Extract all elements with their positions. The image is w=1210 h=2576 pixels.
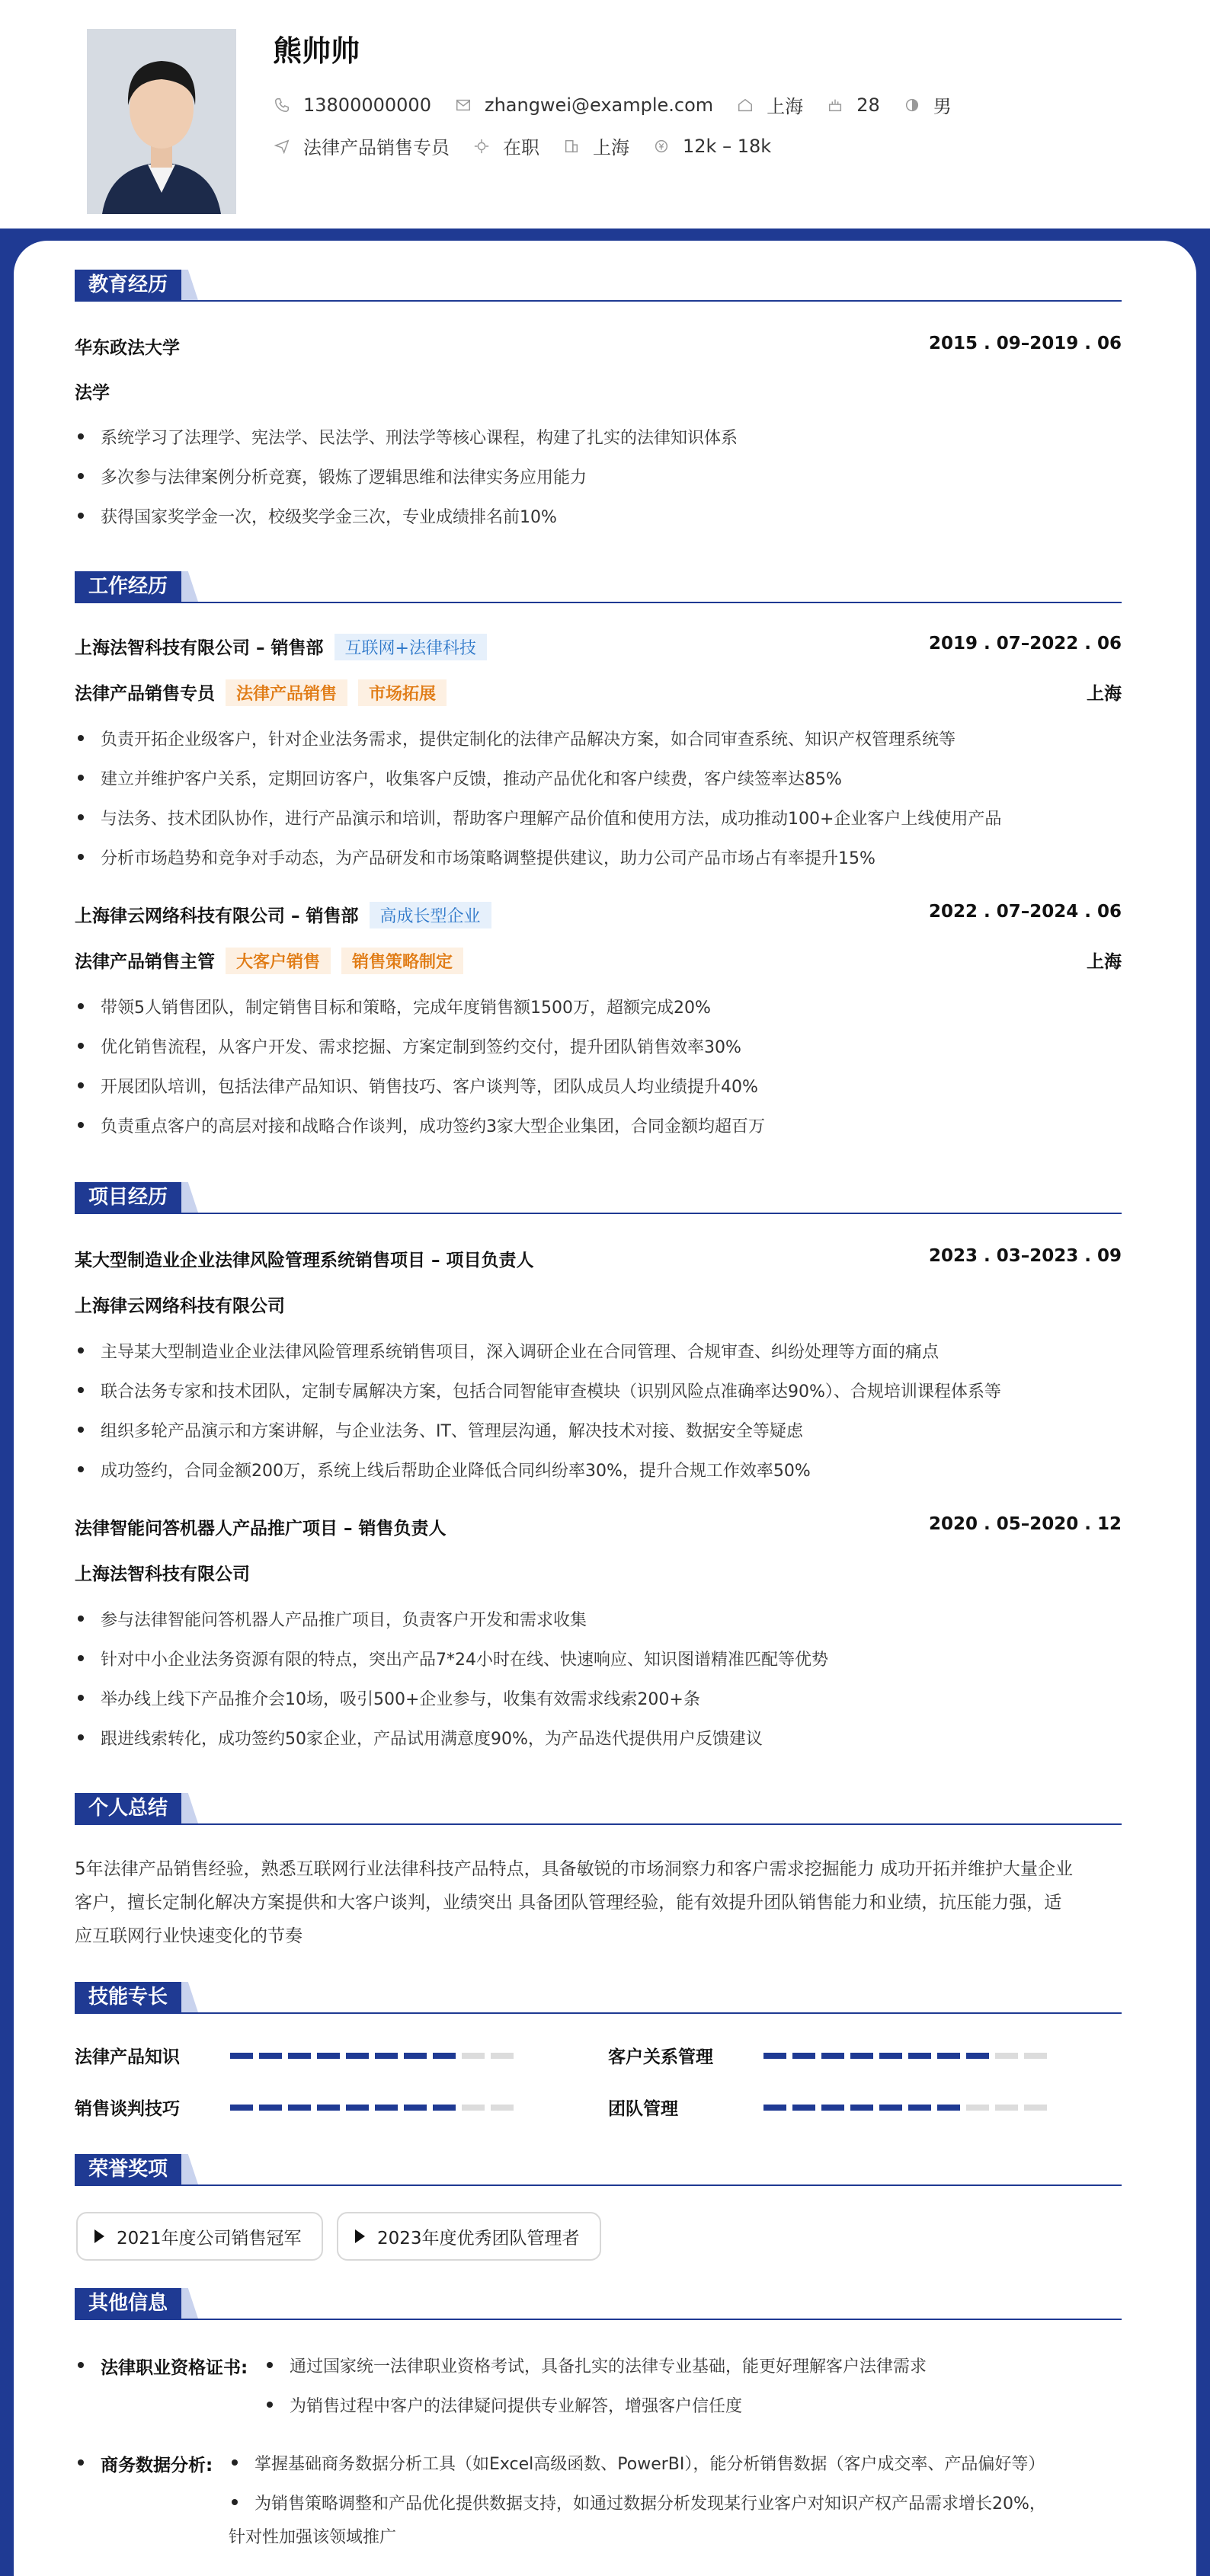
tab-decoration [181, 270, 198, 300]
skill-level-segment [462, 2053, 485, 2059]
gender-text: 男 [933, 96, 952, 117]
skill-level-segment [346, 2053, 369, 2059]
work-city: 上海 [1087, 684, 1122, 704]
play-icon [94, 2229, 104, 2243]
summary-text [75, 1852, 1122, 1953]
list-item: 负责重点客户的高层对接和战略合作谈判，成功签约3家大型企业集团，合同金额均超百万 [75, 1114, 1122, 1137]
skill-level-segment [375, 2105, 398, 2111]
section-honors [75, 2154, 1122, 2186]
list-item: 掌握基础商务数据分析工具（如Excel高级函数、PowerBI），能分析销售数据（客户成交率、产品偏好等） [229, 2451, 1045, 2475]
list-item: 成功签约，合同金额200万，系统上线后帮助企业降低合同纠纷率30%，提升合规工作效率50% [75, 1458, 1122, 1481]
list-item: 建立并维护客户关系，定期回访客户，收集客户反馈，推动产品优化和客户续费，客户续签率达85% [75, 766, 1122, 790]
play-icon [355, 2229, 365, 2243]
list-item: 带领5人销售团队，制定销售目标和策略，完成年度销售额1500万，超额完成20% [75, 995, 1122, 1018]
project-title: 某大型制造业企业法律风险管理系统销售项目 – 项目负责人 [75, 1251, 534, 1270]
target-city-info [562, 133, 629, 159]
work-company: 上海法智科技有限公司 – 销售部 [75, 638, 324, 658]
building-icon [562, 137, 581, 155]
project-period: 2020 . 05–2020 . 12 [928, 1514, 1122, 1534]
cake-icon [826, 96, 844, 114]
project-title: 法律智能问答机器人产品推广项目 – 销售负责人 [75, 1519, 447, 1539]
skill-level-segment [850, 2053, 873, 2059]
skill-level-segment [763, 2105, 786, 2111]
list-item-continuation: 针对性加强该领域推广 [229, 2528, 397, 2547]
project-title-row [75, 1514, 1122, 1539]
skill-level-segment [433, 2105, 456, 2111]
list-item: 通过国家统一法律职业资格考试，具备扎实的法律专业基础，能更好理解客户法律需求 [264, 2354, 927, 2377]
phone-icon [273, 96, 291, 114]
skill-level-segment [966, 2105, 989, 2111]
project-title-row [75, 1246, 1122, 1271]
list-item: 举办线上线下产品推介会10场，吸引500+企业参与，收集有效需求线索200+条 [75, 1686, 1122, 1710]
award-item [337, 2212, 601, 2261]
project-company: 上海法智科技有限公司 [75, 1564, 250, 1584]
skill-level-segment [763, 2053, 786, 2059]
list-item: 获得国家奖学金一次，校级奖学金三次，专业成绩排名前10% [75, 504, 1122, 528]
skill-level-segment [491, 2053, 514, 2059]
section-title: 项目经历 [75, 1182, 181, 1213]
skill-level-segment [821, 2105, 844, 2111]
section-summary [75, 1793, 1122, 1825]
skill-name: 团队管理 [608, 2099, 678, 2119]
skill-level-segment [404, 2105, 427, 2111]
work-city: 上海 [1087, 952, 1122, 972]
skill-level-segment [937, 2053, 960, 2059]
status-text: 在职 [503, 137, 539, 158]
tab-decoration [181, 2288, 198, 2319]
summary-line: 应互联网行业快速变化的节奏 [75, 1926, 302, 1946]
email-text: zhangwei@example.com [484, 94, 714, 116]
list-item: 优化销售流程，从客户开发、需求挖掘、方案定制到签约交付，提升团队销售效率30% [75, 1034, 1122, 1058]
list-item: 主导某大型制造业企业法律风险管理系统销售项目，深入调研企业在合同管理、合规审查、纠纷处理等方面的痛点 [75, 1339, 1122, 1363]
skill-level-bar [763, 2105, 1053, 2111]
list-item: 多次参与法律案例分析竞赛，锻炼了逻辑思维和法律实务应用能力 [75, 465, 1122, 488]
target-city-text: 上海 [593, 137, 629, 158]
skill-level-segment [1024, 2105, 1047, 2111]
city-info [736, 91, 803, 118]
section-other [75, 2288, 1122, 2320]
skill-level-segment [375, 2053, 398, 2059]
email-info [454, 94, 713, 116]
work-role-row [75, 679, 1122, 706]
work-role-row [75, 948, 1122, 974]
section-work [75, 571, 1122, 603]
skill-level-segment [879, 2105, 902, 2111]
phone-text: 13800000000 [303, 94, 431, 116]
contact-row [273, 91, 975, 118]
skill-item [608, 2043, 1053, 2068]
award-text: 2021年度公司销售冠军 [117, 2228, 302, 2248]
skill-level-bar [230, 2053, 520, 2059]
edu-school: 华东政法大学 [75, 338, 180, 358]
list-item: 负责开拓企业级客户，针对企业法务需求，提供定制化的法律产品解决方案，如合同审查系统、知识产权管理系统等 [75, 727, 1122, 750]
section-projects [75, 1182, 1122, 1214]
skill-level-segment [433, 2053, 456, 2059]
skill-level-segment [259, 2053, 282, 2059]
list-item: 针对中小企业法务资源有限的特点，突出产品7*24小时在线、快速响应、知识图谱精准匹配等优势 [75, 1647, 1122, 1670]
mail-icon [454, 96, 472, 114]
city-text: 上海 [767, 96, 804, 117]
skill-tag: 市场拓展 [358, 679, 447, 706]
target-job-info [273, 133, 450, 159]
skill-name: 销售谈判技巧 [75, 2099, 180, 2119]
skill-name: 客户关系管理 [608, 2047, 713, 2067]
tab-decoration [181, 1793, 198, 1823]
skill-level-segment [230, 2105, 253, 2111]
skill-level-segment [462, 2105, 485, 2111]
work-role: 法律产品销售主管 [75, 952, 215, 972]
section-title: 工作经历 [75, 571, 181, 602]
other-label: 商务数据分析: [75, 2451, 213, 2476]
tab-decoration [181, 1982, 198, 2012]
skill-tag: 法律产品销售 [226, 679, 347, 706]
award-text: 2023年度优秀团队管理者 [377, 2228, 580, 2248]
section-title: 其他信息 [75, 2288, 181, 2319]
target-job-text: 法律产品销售专员 [303, 137, 450, 158]
age-text: 28 [856, 94, 880, 116]
skill-item [75, 2043, 520, 2068]
list-item: 开展团队培训，包括法律产品知识、销售技巧、客户谈判等，团队成员人均业绩提升40% [75, 1074, 1122, 1098]
salary-icon [652, 137, 671, 155]
skill-level-segment [317, 2105, 340, 2111]
skill-level-segment [404, 2053, 427, 2059]
section-title: 个人总结 [75, 1793, 181, 1823]
skill-tag: 销售策略制定 [341, 948, 463, 974]
work-company-row [75, 902, 1122, 928]
summary-line: 客户，擅长定制化解决方案提供和大客户谈判，业绩突出 具备团队管理经验，能有效提升团队销售能力和业绩，抗压能力强，适 [75, 1893, 1062, 1913]
list-item: 组织多轮产品演示和方案讲解，与企业法务、IT、管理层沟通，解决技术对接、数据安全等疑虑 [75, 1418, 1122, 1442]
industry-tag: 互联网+法律科技 [335, 634, 487, 660]
avatar [87, 29, 236, 214]
skill-level-segment [288, 2053, 311, 2059]
skill-level-segment [879, 2053, 902, 2059]
job-intent-row [273, 133, 794, 159]
list-item: 与法务、技术团队协作，进行产品演示和培训，帮助客户理解产品价值和使用方法，成功推动100+企业客户上线使用产品 [75, 806, 1122, 829]
work-company-row [75, 634, 1122, 660]
work-period: 2022 . 07–2024 . 06 [928, 902, 1122, 922]
skill-level-segment [1024, 2053, 1047, 2059]
list-item: 分析市场趋势和竞争对手动态，为产品研发和市场策略调整提供建议，助力公司产品市场占有率提升15% [75, 845, 1122, 869]
section-education [75, 270, 1122, 302]
status-info [472, 133, 539, 159]
edu-major: 法学 [75, 383, 110, 403]
project-period: 2023 . 03–2023 . 09 [928, 1246, 1122, 1266]
project-company: 上海律云网络科技有限公司 [75, 1296, 285, 1316]
section-skills [75, 1982, 1122, 2014]
industry-tag: 高成长型企业 [370, 902, 491, 928]
profile-header [0, 0, 1210, 229]
edu-school-row [75, 334, 1122, 359]
other-label: 法律职业资格证书: [75, 2354, 248, 2379]
skill-level-segment [792, 2053, 815, 2059]
skill-level-segment [966, 2053, 989, 2059]
summary-line: 5年法律产品销售经验，熟悉互联网行业法律科技产品特点，具备敏锐的市场洞察力和客户需求挖掘能力 成功开拓并维护大量企业 [75, 1859, 1073, 1879]
salary-info [652, 136, 771, 157]
send-icon [273, 137, 291, 155]
tab-decoration [181, 2154, 198, 2184]
skill-name: 法律产品知识 [75, 2047, 180, 2067]
list-item: 系统学习了法理学、宪法学、民法学、刑法学等核心课程，构建了扎实的法律知识体系 [75, 425, 1122, 449]
list-item: 为销售策略调整和产品优化提供数据支持，如通过数据分析发现某行业客户对知识产权产品需求增长20%， [229, 2491, 1046, 2514]
section-title: 教育经历 [75, 270, 181, 300]
age-info [826, 94, 880, 116]
skill-level-segment [317, 2053, 340, 2059]
phone-info [273, 94, 431, 116]
edu-period: 2015 . 09–2019 . 06 [928, 334, 1122, 353]
skill-level-segment [995, 2053, 1018, 2059]
work-period: 2019 . 07–2022 . 06 [928, 634, 1122, 654]
skill-item [608, 2095, 1053, 2120]
tab-decoration [181, 571, 198, 602]
work-role: 法律产品销售专员 [75, 684, 215, 704]
skill-level-segment [288, 2105, 311, 2111]
skill-level-bar [763, 2053, 1053, 2059]
skill-tag: 大客户销售 [226, 948, 331, 974]
candidate-name: 熊帅帅 [273, 34, 360, 68]
section-title: 荣誉奖项 [75, 2154, 181, 2184]
home-icon [736, 96, 754, 114]
skill-item [75, 2095, 520, 2120]
section-title: 技能专长 [75, 1982, 181, 2012]
gender-info [903, 91, 952, 118]
gender-icon [903, 96, 921, 114]
skill-level-segment [937, 2105, 960, 2111]
skill-level-bar [230, 2105, 520, 2111]
work-company: 上海律云网络科技有限公司 – 销售部 [75, 906, 359, 926]
skill-level-segment [908, 2053, 931, 2059]
list-item: 参与法律智能问答机器人产品推广项目，负责客户开发和需求收集 [75, 1607, 1122, 1631]
skill-level-segment [259, 2105, 282, 2111]
skill-level-segment [850, 2105, 873, 2111]
skill-level-segment [995, 2105, 1018, 2111]
skill-level-segment [821, 2053, 844, 2059]
skill-level-segment [908, 2105, 931, 2111]
skill-level-segment [792, 2105, 815, 2111]
skill-level-segment [491, 2105, 514, 2111]
status-icon [472, 137, 491, 155]
list-item: 跟进线索转化，成功签约50家企业，产品试用满意度90%，为产品迭代提供用户反馈建议 [75, 1726, 1122, 1750]
tab-decoration [181, 1182, 198, 1213]
skill-level-segment [230, 2053, 253, 2059]
award-item [76, 2212, 323, 2261]
skill-level-segment [346, 2105, 369, 2111]
list-item: 联合法务专家和技术团队，定制专属解决方案，包括合同智能审查模块（识别风险点准确率达90%）、合规培训课程体系等 [75, 1379, 1122, 1402]
salary-text: 12k – 18k [683, 135, 772, 157]
list-item: 为销售过程中客户的法律疑问提供专业解答，增强客户信任度 [264, 2393, 742, 2417]
